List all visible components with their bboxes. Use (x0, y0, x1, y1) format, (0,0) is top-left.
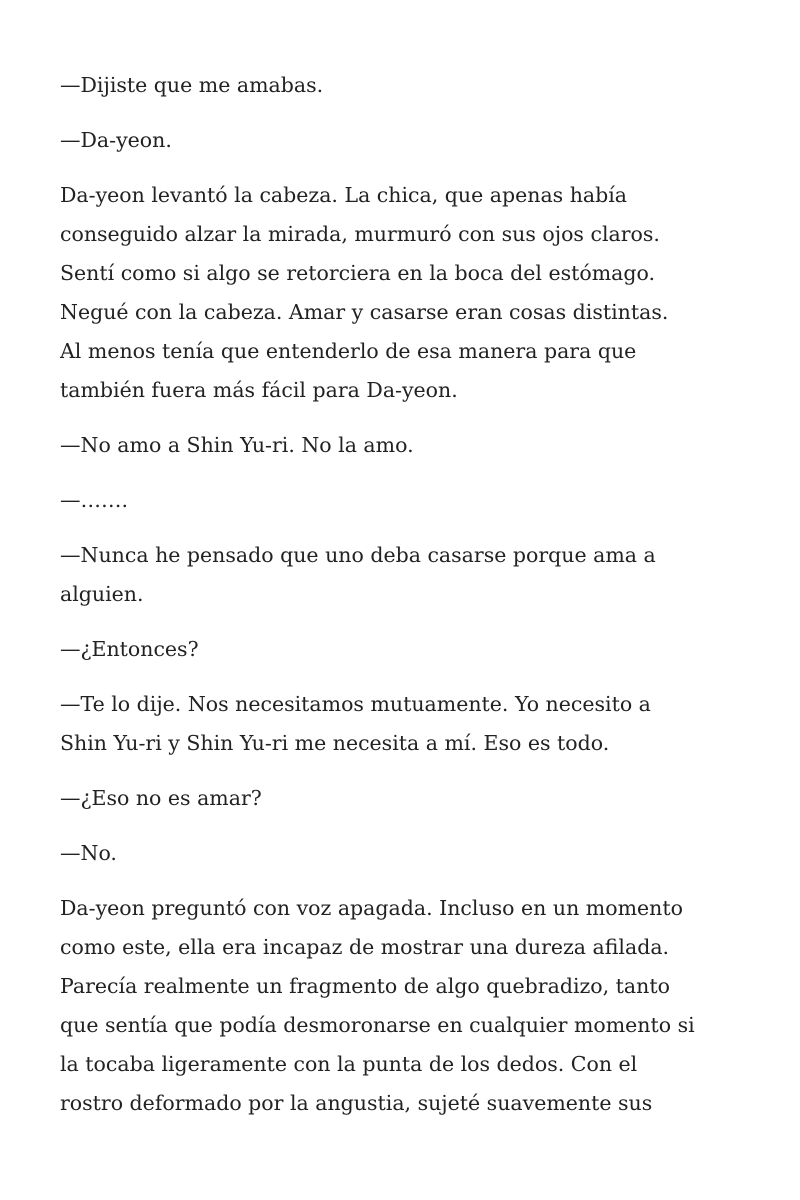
paragraph (60, 834, 760, 873)
text-line: conseguido alzar la mirada, murmuró con sus ojos claros. (60, 222, 660, 246)
text-line: Negué con la cabeza. Amar y casarse eran cosas distintas. (60, 300, 669, 324)
paragraph (60, 685, 760, 763)
text-line: como este, ella era incapaz de mostrar una dureza afilada. (60, 935, 670, 959)
paragraph (60, 536, 760, 614)
text-line: —¿Eso no es amar? (60, 786, 262, 810)
text-line: Da-yeon preguntó con voz apagada. Incluso en un momento (60, 896, 683, 920)
text-line: la tocaba ligeramente con la punta de los dedos. Con el (60, 1052, 638, 1076)
paragraph (60, 176, 760, 410)
text-line: —Te lo dije. Nos necesitamos mutuamente. Yo necesito a (60, 692, 651, 716)
paragraph (60, 66, 760, 105)
text-line: —……. (60, 488, 129, 512)
paragraph (60, 481, 760, 520)
text-line: —Nunca he pensado que uno deba casarse porque ama a (60, 543, 656, 567)
text-line: que sentía que podía desmoronarse en cualquier momento si (60, 1013, 695, 1037)
text-line: —¿Entonces? (60, 637, 199, 661)
text-line: —Da-yeon. (60, 128, 172, 152)
paragraph (60, 779, 760, 818)
text-line: rostro deformado por la angustia, sujeté suavemente sus (60, 1091, 653, 1115)
text-line: Sentí como si algo se retorciera en la boca del estómago. (60, 261, 656, 285)
text-line: alguien. (60, 582, 144, 606)
text-line: Da-yeon levantó la cabeza. La chica, que apenas había (60, 183, 628, 207)
text-line: Parecía realmente un fragmento de algo quebradizo, tanto (60, 974, 670, 998)
text-line: —No amo a Shin Yu-ri. No la amo. (60, 433, 414, 457)
paragraph (60, 630, 760, 669)
paragraph (60, 889, 760, 1123)
text-line: Al menos tenía que entenderlo de esa manera para que (60, 339, 637, 363)
text-line: Shin Yu-ri y Shin Yu-ri me necesita a mí. Eso es todo. (60, 731, 610, 755)
text-line: también fuera más fácil para Da-yeon. (60, 378, 458, 402)
text-line: —Dijiste que me amabas. (60, 73, 324, 97)
paragraph (60, 121, 760, 160)
paragraph (60, 426, 760, 465)
text-line: —No. (60, 841, 117, 865)
